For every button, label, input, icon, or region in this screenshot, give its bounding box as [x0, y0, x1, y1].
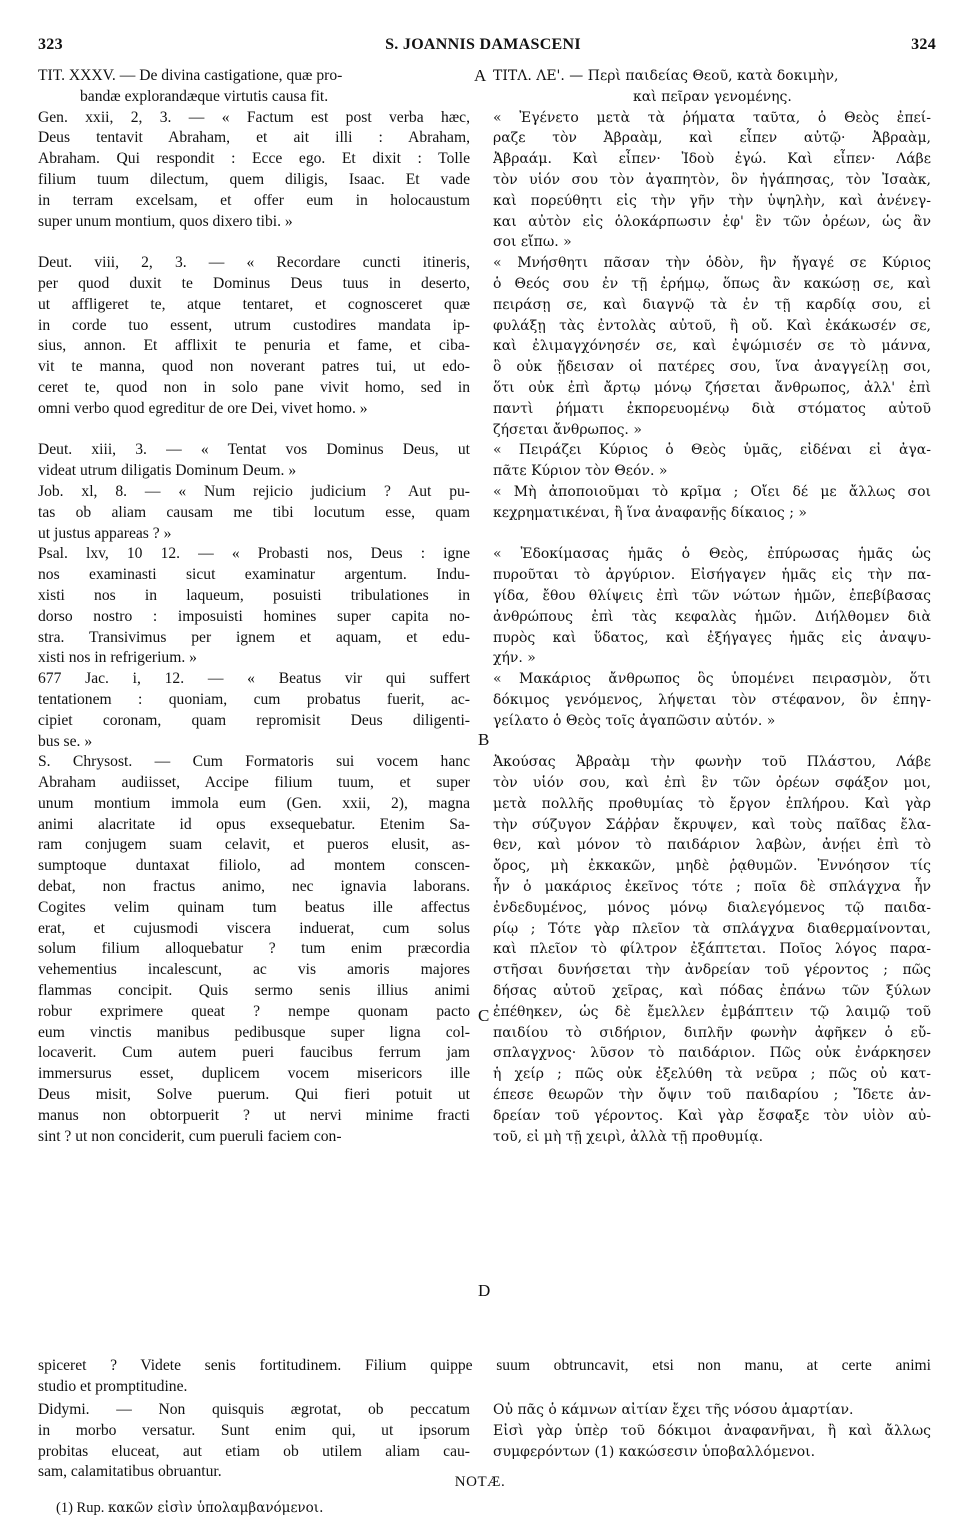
latin-line: ut affligeret te, atque tentaret, et cognosceret quæ	[38, 295, 470, 313]
footnote-text: κακῶν εἰσὶν ὑπολαμβανόμενοι.	[107, 1500, 324, 1516]
blank-line	[493, 524, 931, 545]
greek-line: δήσας αὐτοῦ χεῖρας, καὶ πόδας ἐπάνω τῶν ξύλων	[493, 983, 931, 1000]
margin-letter-b: B	[478, 730, 490, 749]
latin-line: Deut. xiii, 3. — « Tentat vos Dominus Deus, ut	[38, 441, 470, 459]
latin-line: Deus tentavit Abraham, et ait illi : Abraham,	[38, 129, 470, 147]
greek-line: τοῦ, εἰ μὴ τῇ χειρὶ, ἀλλὰ τῇ προθυμίᾳ.	[493, 1128, 764, 1145]
blank-line	[493, 732, 931, 753]
latin-line: bus se. »	[38, 732, 93, 750]
greek-line: γείλατο ὁ Θεὸς τοῖς ἀγαπῶσιν αὐτόν. »	[493, 712, 776, 729]
margin-letter-c: C	[478, 1006, 490, 1025]
fullwidth-text	[38, 1356, 931, 1398]
greek-line: στῆσαι δυνήσεται τὴν ἀνδρείαν τοῦ γέροντος ; πῶς	[493, 962, 931, 979]
greek-line: « Ἐδοκίμασας ἡμᾶς ὁ Θεὸς, ἐπύρωσας ἡμᾶς ὡς	[493, 546, 931, 563]
greek-line: ἐνδεδυμένος, μόνος μόνῳ διαλεγόμενος τῷ παιδα-	[493, 899, 931, 916]
latin-line: per quod duxit te Dominus Deus tuus in deserto,	[38, 274, 470, 292]
greek-line: ἀνθρώπους ἐπὶ τὰς κεφαλὰς ἡμῶν. Διήλθομεν διὰ	[493, 608, 931, 625]
greek-line: ὃ οὐκ ᾔδεισαν οἱ πατέρες σου, ἵνα ἀναγγείλῃ σοι,	[493, 359, 931, 376]
fullwidth-line: studio et promptitudine.	[38, 1377, 188, 1395]
greek-line: Ἀβραάμ. Καὶ εἶπεν· Ἰδοὺ ἐγώ. Καὶ εἶπεν· Λάβε	[493, 151, 931, 168]
latin-line: ram conjugem suam celavit, et pueros elusit, as-	[38, 836, 470, 854]
blank-line	[38, 232, 470, 253]
latin-line: vehementius incalescunt, ac vis amoris majores	[38, 961, 470, 979]
greek-line: ἡ χείρ ; πῶς οὐκ ἐξελύθη τὰ νεῦρα ; πῶς οὐ κατ-	[493, 1066, 931, 1083]
greek-column	[493, 66, 931, 1147]
didymi-latin-line: probitas eluceat, aut etiam ob utilem aliam cau-	[38, 1442, 470, 1460]
greek-line: καὶ πεῖραν γενομένης.	[633, 88, 792, 105]
latin-line: tas ob aliam causam me tibi locutum esse, quam	[38, 503, 470, 521]
margin-letter-a: A	[474, 66, 487, 85]
latin-line: sius, annon. Et afflixit te penuria et fame, et ciba-	[38, 337, 470, 355]
notes-heading: NOTÆ.	[454, 1474, 506, 1490]
latin-line: xisti nos in laqueum, posuisti tribulationes in	[38, 586, 470, 604]
greek-line: πειράσῃ σε, καὶ διαγνῷ τὰ ἐν τῇ καρδίᾳ σου, εἰ	[493, 296, 931, 313]
page-number-left: 323	[38, 36, 63, 53]
running-title: S. JOANNIS DAMASCENI	[385, 36, 581, 53]
greek-line: τὴν σύζυγον Σάῤῥαν ἔκρυψεν, καὶ τοὺς παῖδας ἔλα-	[493, 816, 931, 833]
latin-line: Abraham audiisset, Accipe filium tuum, et super	[38, 774, 470, 792]
greek-line: σοι εἴπω. »	[493, 234, 572, 251]
greek-line: ὁ Θεός σου ἐν τῇ ἐρήμῳ, ὅπως ἂν κακώσῃ σε, καὶ	[493, 275, 931, 292]
latin-line: tentationem : quoniam, cum probatus fuerit, ac-	[38, 690, 470, 708]
didymi-latin-line: sam, calamitatibus obruantur.	[38, 1463, 222, 1481]
margin-letter-d: D	[478, 1281, 491, 1300]
latin-line: immersurus esset, duplicem vocem misericors ille	[38, 1065, 470, 1083]
greek-line: καὶ πλεῖον τὸ φίλτρον ἐξάπτεται. Ποῖος λόγος παρα-	[493, 941, 931, 958]
latin-line: robur exprimere queat ? nempe quonam pacto	[38, 1002, 470, 1020]
latin-line: in terram excelsam, et offer eum in holocaustum	[38, 191, 470, 209]
latin-line: bandæ explorandæque virtutis causa fit.	[80, 87, 329, 105]
latin-line: videat utrum diligatis Dominum Deum. »	[38, 462, 297, 480]
latin-line: Abraham. Qui respondit : Ecce ego. Et dixit : Tolle	[38, 150, 470, 168]
latin-line: Cogites velim quinam tum beatus ille affectus	[38, 898, 470, 916]
page-number-right: 324	[911, 36, 936, 53]
latin-line: 677 Jac. i, 12. — « Beatus vir qui suffert	[38, 670, 470, 688]
latin-line: Deut. viii, 2, 3. — « Recordare cuncti itineris,	[38, 254, 470, 272]
latin-line: manus non obtorpuerit ? ut nervi minime fracti	[38, 1106, 470, 1124]
footnote-ref: (1) Rup.	[56, 1500, 105, 1516]
greek-line: τὸν υἱόν σου τὸν ἀγαπητὸν, ὃν ἠγάπησας, τὸν Ἰσαὰκ,	[493, 171, 931, 188]
greek-line: ἐπέθηκεν, ὡς δὲ ἔμελλεν ἐμβάπτειν τῷ λαιμῷ τοῦ	[493, 1003, 931, 1020]
latin-line: Job. xl, 8. — « Num rejicio judicium ? Aut pu-	[38, 482, 470, 500]
greek-line: ρίῳ ; Τότε γὰρ πλεῖον τὰ σπλάγχνα διαθερμαίνονται,	[493, 920, 931, 937]
greek-line: πυροῦται τὸ ἀργύριον. Εἰσήγαγεν ἡμᾶς εἰς τὴν πα-	[493, 567, 931, 584]
greek-line: ζήσεται ἄνθρωπος. »	[493, 421, 642, 438]
greek-line: και αὐτὸν εἰς ὁλοκάρπωσιν ἐφ' ἓν τῶν ὀρέων, ὡς ἂν	[493, 213, 931, 230]
greek-line: « Πειράζει Κύριος ὁ Θεὸς ὑμᾶς, εἰδέναι εἰ ἀγα-	[493, 442, 931, 459]
latin-line: ceret te, quod non in solo pane vivit homo, sed in	[38, 378, 470, 396]
blank-line	[38, 420, 470, 441]
greek-line: Ἀκούσας Ἀβραὰμ τὴν φωνὴν τοῦ Πλάστου, Λάβε	[493, 754, 931, 771]
greek-line: « Ἐγένετο μετὰ τὰ ῥήματα ταῦτα, ὁ Θεὸς ἐπεί-	[493, 109, 931, 126]
didymi-latin	[38, 1400, 470, 1483]
latin-column	[38, 66, 470, 1147]
latin-line: eum vinctis manibus pedibusque super ligna col-	[38, 1023, 470, 1041]
fullwidth-line: spiceret ? Videte senis fortitudinem. Filium quippe suum obtruncavit, etsi non manu, at certe animi	[38, 1357, 931, 1374]
didymi-greek-line: Οὐ πᾶς ὁ κάμνων αἰτίαν ἔχει τῆς νόσου ἁμαρτίαν.	[493, 1402, 854, 1418]
greek-line: ὅτι οὐκ ἐπὶ ἄρτῳ μόνῳ ζήσεται ἄνθρωπος, ἀλλ' ἐπὶ	[493, 379, 931, 396]
greek-line: θεν, καὶ μόνον τὸ παιδάριον λαβὼν, ἀνῄει ἐπὶ τὸ	[493, 837, 931, 854]
latin-line: flammas concipit. Quis sermo senis illius animi	[38, 982, 470, 1000]
latin-line: Deus misit, Solve puerum. Qui fieri potuit ut	[38, 1086, 470, 1104]
didymi-greek	[493, 1400, 931, 1462]
latin-line: animi alacritate id opus exsequebatur. Etenim Sa-	[38, 815, 470, 833]
greek-line: « Μὴ ἀποποιοῦμαι τὸ κρῖμα ; Οἴει δέ με ἄλλως σοι	[493, 483, 931, 500]
latin-line: filium tuum dilectum, quem diligis, Isaac. Et vade	[38, 170, 470, 188]
greek-line: δόκιμος γενόμενος, λήψεται τὸν στέφανον, ὃν ἐπηγ-	[493, 691, 931, 708]
latin-line: debat, non fractus animo, nec ignavia laborans.	[38, 878, 470, 896]
latin-line: Psal. lxv, 10 12. — « Probasti nos, Deus : igne	[38, 545, 470, 563]
didymi-latin-line: Didymi. — Non quisquis ægrotat, ob peccatum	[38, 1401, 470, 1418]
greek-line: πυρὸς καὶ ὕδατος, καὶ ἐξήγαγες ἡμᾶς εἰς ἀναψυ-	[493, 629, 931, 646]
latin-line: vit te manna, quod non noverant patres tui, ut edo-	[38, 358, 470, 376]
greek-line: πᾶτε Κύριον τὸν Θεόν. »	[493, 463, 668, 480]
greek-line: δρείαν τοῦ γέροντος. Καὶ γὰρ ἔσφαξε τὸν υἱὸν αὐ-	[493, 1107, 931, 1124]
latin-line: in corde tuo essent, utrum custodires mandata ip-	[38, 316, 470, 334]
latin-line: dorso nostro : imposuisti homines super capita no-	[38, 607, 470, 625]
latin-line: omni verbo quod egreditur de ore Dei, vivet homo. »	[38, 399, 368, 417]
greek-line: κεχρηματικέναι, ἢ ἵνα ἀναφανῇς δίκαιος ; »	[493, 504, 807, 521]
latin-line: stra. Transivimus per ignem et aquam, et edu-	[38, 628, 470, 646]
latin-line: erat, et cujusmodi viscera induerat, cum solus	[38, 919, 470, 937]
greek-line: σπλαγχνος· λῦσον τὸ παιδάριον. Πῶς οὐκ ἐνάρκησεν	[493, 1045, 931, 1062]
latin-line: locaverit. Cum autem pueri faucibus ferrum jam	[38, 1044, 470, 1062]
greek-line: ΤΙΤΛ. ΛΕ'. — Περὶ παιδείας Θεοῦ, κατὰ δοκιμὴν,	[493, 68, 839, 84]
greek-line: ραζε τὸν Ἀβραὰμ, καὶ εἶπεν αὐτῷ· Ἀβραὰμ,	[493, 130, 931, 147]
greek-line: καὶ πορεύθητι εἰς τὴν γῆν τὴν ὑψηλὴν, καὶ ἀνένεγ-	[493, 192, 931, 209]
greek-line: χήν. »	[493, 650, 536, 667]
greek-line: τὸν υἱόν σου, καὶ ἐπὶ ἓν τῶν ὀρέων σφάξον μοι,	[493, 775, 931, 792]
didymi-greek-line: συμφερόντων (1) κακώσεσιν ὑποβαλλόμενοι.	[493, 1443, 816, 1460]
greek-line: παιδίου τὸ σιδήριον, διπλῆν φωνὴν ἀφῆκεν ὁ εὔ-	[493, 1024, 931, 1041]
latin-line: TIT. XXXV. — De divina castigatione, quæ pro-	[38, 67, 343, 84]
greek-line: « Μακάριος ἄνθρωπος ὃς ὑπομένει πειρασμὸν, ὅτι	[493, 671, 931, 688]
greek-line: καὶ ἐλιμαγχόνησέν σε, καὶ ἐψώμισέν σε τὸ μάννα,	[493, 338, 931, 355]
latin-line: S. Chrysost. — Cum Formatoris sui vocem hanc	[38, 753, 470, 771]
greek-line: γίδα, ἔθου θλίψεις ἐπὶ τῶν νώτων ἡμῶν, ἐπεβίβασας	[493, 587, 931, 604]
latin-line: xisti nos in refrigerium. »	[38, 649, 197, 667]
greek-line: μετὰ πολλῆς προθυμίας τὸ ἔργον ἐπλήρου. Καὶ γὰρ	[493, 795, 931, 812]
didymi-latin-line: in morbo versatur. Sunt enim qui, ut ipsorum	[38, 1421, 470, 1439]
greek-line: έπεσε θεωρῶν τὴν ὄψιν τοῦ παιδαρίου ; Ἴδετε ἀν-	[493, 1087, 931, 1104]
greek-line: ἦν ὁ μακάριος ἐκεῖνος τότε ; ποῖα δὲ σπλάγχνα ἦν	[493, 879, 931, 896]
greek-line: φυλάξῃ τὰς ἐντολὰς αὐτοῦ, ἢ οὔ. Καὶ ἐκάκωσέν σε,	[493, 317, 931, 334]
latin-line: ut justus appareas ? »	[38, 524, 172, 542]
latin-line: sint ? ut non conciderit, cum pueruli faciem con-	[38, 1127, 342, 1145]
latin-line: super unum montium, quos dixero tibi. »	[38, 212, 293, 230]
latin-line: sumptoque duntaxat filiolo, ad montem conscen-	[38, 857, 470, 875]
greek-line: παντὶ ῥήματι ἐκπορευομένῳ διὰ στόματος αὐτοῦ	[493, 400, 931, 417]
didymi-greek-line: Εἰσὶ γὰρ ὑπὲρ τοῦ δόκιμοι ἀναφανῆναι, ἢ καὶ ἄλλως	[493, 1422, 931, 1439]
greek-line: « Μνήσθητι πᾶσαν τὴν ὁδὸν, ἣν ἤγαγέ σε Κύριος	[493, 255, 931, 272]
latin-line: solum filium alloquebatur ? tum enim præcordia	[38, 940, 470, 958]
latin-line: unum montium immola eum (Gen. xxii, 2), magna	[38, 794, 470, 812]
latin-line: Gen. xxii, 2, 3. — « Factum est post verba hæc,	[38, 108, 470, 126]
greek-line: ὄρος, μὴ ἐκκακῶν, μηδὲ ῥᾳθυμῶν. Ἐννόησον τίς	[493, 858, 931, 875]
footnote	[56, 1500, 323, 1517]
latin-line: cipiet coronam, quam repromisit Deus diligenti-	[38, 711, 470, 729]
latin-line: nos examinasti sicut examinatur argentum. Indu-	[38, 566, 470, 584]
